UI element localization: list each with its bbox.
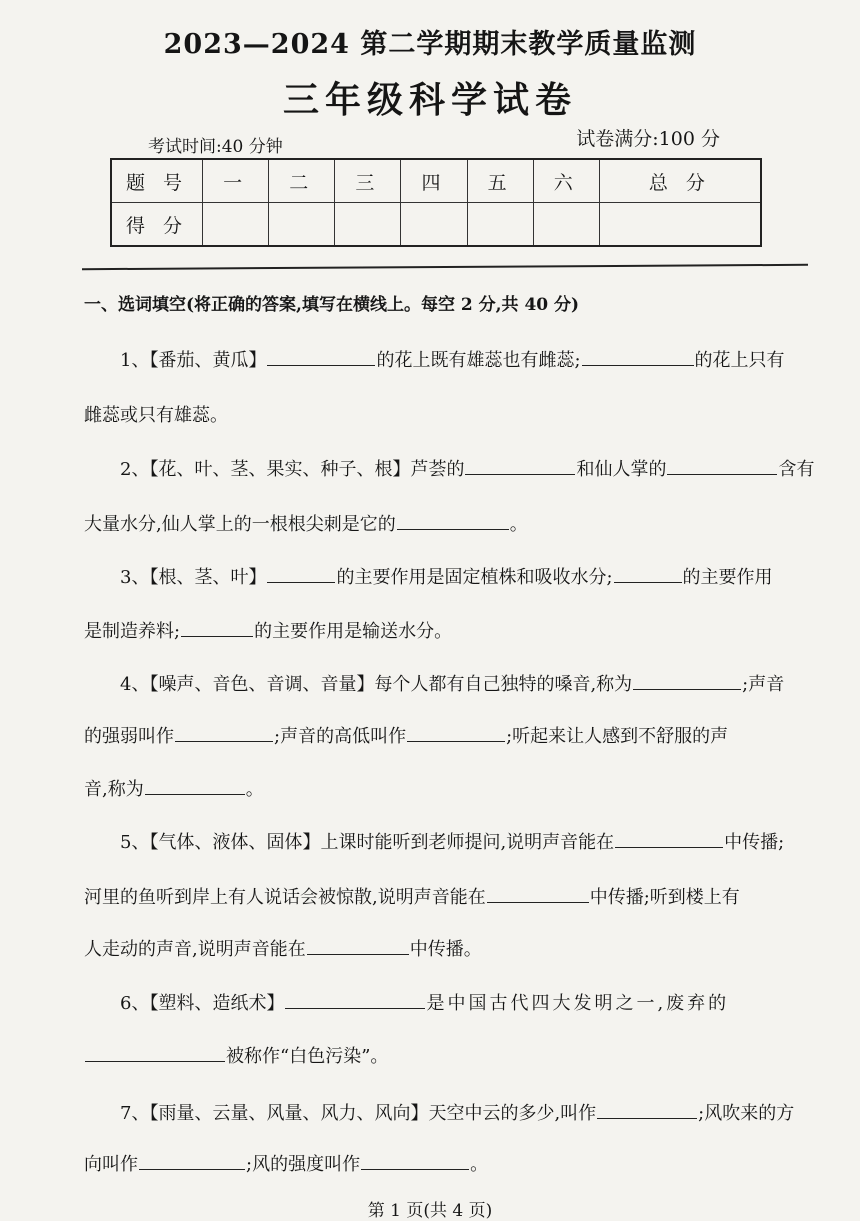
answer-blank[interactable] bbox=[397, 513, 509, 530]
question-7-line-1 bbox=[84, 1099, 838, 1125]
answer-blank[interactable] bbox=[181, 620, 253, 637]
question-5-line-1 bbox=[84, 828, 838, 854]
score-table-col: 五 bbox=[467, 159, 533, 203]
q5-text: 5、【气体、液体、固体】上课时能听到老师提问,说明声音能在 bbox=[120, 832, 615, 853]
answer-blank[interactable] bbox=[307, 938, 409, 955]
q1-text: 雌蕊或只有雄蕊。 bbox=[84, 405, 228, 426]
answer-blank[interactable] bbox=[465, 458, 575, 475]
answer-blank[interactable] bbox=[361, 1153, 469, 1170]
answer-blank[interactable] bbox=[614, 566, 682, 583]
q2-text: 含有 bbox=[778, 459, 815, 480]
answer-blank[interactable] bbox=[667, 458, 777, 475]
score-table-col: 二 bbox=[269, 159, 335, 203]
question-1-line-2 bbox=[84, 401, 802, 427]
exam-title: 2023—2024 第二学期期末教学质量监测 bbox=[163, 29, 697, 60]
q3-text: 3、【根、茎、叶】 bbox=[120, 567, 267, 588]
answer-blank[interactable] bbox=[615, 831, 723, 848]
q4-text: ;听起来让人感到不舒服的声 bbox=[506, 726, 729, 747]
q2-text: 大量水分,仙人掌上的一根根尖刺是它的 bbox=[84, 514, 396, 535]
q7-text: ;风吹来的方 bbox=[698, 1103, 795, 1124]
q3-text: 的主要作用是输送水分。 bbox=[254, 621, 453, 642]
answer-blank[interactable] bbox=[267, 349, 375, 366]
q6-text: 是中国古代四大发明之一,废弃的 bbox=[426, 993, 730, 1014]
score-cell[interactable] bbox=[533, 203, 599, 247]
score-cell[interactable] bbox=[599, 203, 761, 247]
answer-blank[interactable] bbox=[85, 1045, 225, 1062]
answer-blank[interactable] bbox=[407, 725, 505, 742]
q5-text: 中传播;听到楼上有 bbox=[589, 887, 740, 908]
answer-blank[interactable] bbox=[285, 992, 425, 1009]
q2-text: 。 bbox=[509, 514, 528, 535]
score-table-col: 六 bbox=[533, 159, 599, 203]
q1-text: 的花上只有 bbox=[694, 350, 785, 371]
score-cell[interactable] bbox=[269, 203, 335, 247]
score-table-row-label: 得 分 bbox=[111, 203, 203, 247]
answer-blank[interactable] bbox=[267, 566, 335, 583]
score-table-col: 一 bbox=[203, 159, 269, 203]
answer-blank[interactable] bbox=[175, 725, 273, 742]
answer-blank[interactable] bbox=[145, 778, 245, 795]
score-cell[interactable] bbox=[335, 203, 401, 247]
score-cell[interactable] bbox=[401, 203, 467, 247]
q7-text: 7、【雨量、云量、风量、风力、风向】天空中云的多少,叫作 bbox=[120, 1103, 597, 1124]
section-divider bbox=[82, 264, 808, 270]
q4-text: 音,称为 bbox=[84, 779, 144, 800]
question-4-line-3 bbox=[84, 775, 802, 801]
question-7-line-2 bbox=[84, 1150, 802, 1176]
score-table bbox=[110, 158, 762, 247]
q7-text: 向叫作 bbox=[84, 1154, 138, 1175]
full-score: 试卷满分:100 分 bbox=[576, 128, 720, 150]
q4-text: ;声音的高低叫作 bbox=[274, 726, 407, 747]
q4-text: 4、【噪声、音色、音调、音量】每个人都有自己独特的嗓音,称为 bbox=[120, 674, 633, 695]
q3-text: 的主要作用 bbox=[682, 567, 773, 588]
answer-blank[interactable] bbox=[633, 673, 741, 690]
question-2-line-2 bbox=[84, 510, 802, 536]
section-title: 一、选词填空(将正确的答案,填写在横线上。每空 2 分,共 40 分) bbox=[84, 295, 580, 315]
q4-text: 的强弱叫作 bbox=[84, 726, 174, 747]
score-cell[interactable] bbox=[203, 203, 269, 247]
answer-blank[interactable] bbox=[139, 1153, 245, 1170]
question-5-line-2 bbox=[84, 883, 802, 909]
question-5-line-3 bbox=[84, 935, 802, 961]
q1-text: 1、【番茄、黄瓜】 bbox=[120, 350, 267, 371]
answer-blank[interactable] bbox=[582, 349, 694, 366]
q7-text: 。 bbox=[470, 1154, 489, 1175]
question-3-line-1 bbox=[84, 563, 838, 589]
score-table-row-label: 题 号 bbox=[111, 159, 203, 203]
answer-blank[interactable] bbox=[487, 886, 589, 903]
q6-text: 6、【塑料、造纸术】 bbox=[120, 993, 285, 1014]
q4-text: ;声音 bbox=[742, 674, 785, 695]
q1-text: 的花上既有雄蕊也有雌蕊; bbox=[376, 350, 581, 371]
question-4-line-1 bbox=[84, 670, 838, 696]
score-table-header-row bbox=[111, 159, 761, 203]
score-table-col: 三 bbox=[335, 159, 401, 203]
q5-text: 河里的鱼听到岸上有人说话会被惊散,说明声音能在 bbox=[84, 887, 486, 908]
question-6-line-2 bbox=[84, 1042, 802, 1068]
exam-time: 考试时间:40 分钟 bbox=[148, 137, 283, 157]
q4-text: 。 bbox=[245, 779, 264, 800]
q5-text: 中传播; bbox=[724, 832, 785, 853]
question-6-line-1 bbox=[84, 989, 838, 1015]
q5-text: 人走动的声音,说明声音能在 bbox=[84, 939, 306, 960]
score-table-score-row bbox=[111, 203, 761, 247]
question-1-line-1 bbox=[84, 346, 838, 372]
q3-text: 是制造养料; bbox=[84, 621, 181, 642]
q6-text: 被称作“白色污染”。 bbox=[226, 1046, 389, 1067]
score-table-col: 总 分 bbox=[599, 159, 761, 203]
q7-text: ;风的强度叫作 bbox=[246, 1154, 361, 1175]
q2-text: 和仙人掌的 bbox=[576, 459, 667, 480]
score-cell[interactable] bbox=[467, 203, 533, 247]
q5-text: 中传播。 bbox=[409, 939, 482, 960]
question-2-line-1 bbox=[84, 455, 838, 481]
q2-text: 2、【花、叶、茎、果实、种子、根】芦荟的 bbox=[120, 459, 465, 480]
page-number: 第 1 页(共 4 页) bbox=[367, 1201, 493, 1221]
question-3-line-2 bbox=[84, 617, 802, 643]
question-4-line-2 bbox=[84, 722, 802, 748]
answer-blank[interactable] bbox=[597, 1102, 697, 1119]
score-table-col: 四 bbox=[401, 159, 467, 203]
exam-subtitle: 三年级科学试卷 bbox=[282, 79, 577, 121]
q3-text: 的主要作用是固定植株和吸收水分; bbox=[336, 567, 613, 588]
